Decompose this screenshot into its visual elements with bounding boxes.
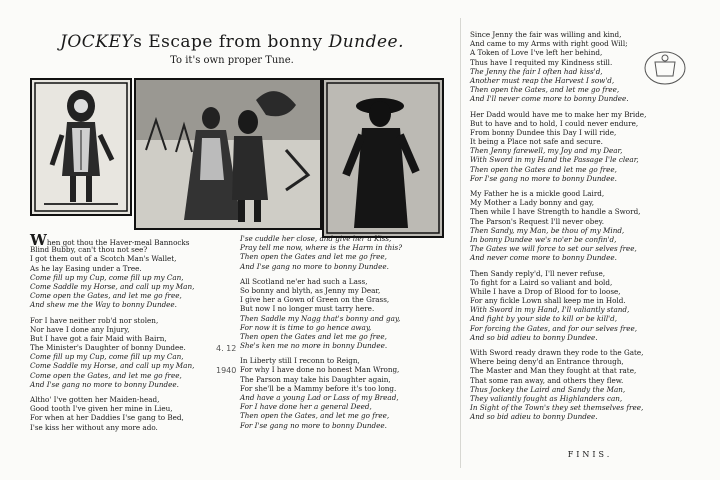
verse-line: For I'se gang no more to bonny Dundee. [470, 173, 617, 183]
verse-line [30, 231, 235, 249]
verse-line: Since Jenny the fair was willing and kind, [470, 30, 622, 39]
verse-line: Then open the Gates, and let me go free, [470, 85, 620, 95]
verse-line: The Gates we will force to set our selves free, [470, 244, 637, 254]
verse-line: Nor have I done any Injury, [30, 324, 130, 334]
drop-cap: W [30, 231, 47, 249]
verse-line: And shew me the Way to bonny Dundee. [30, 300, 177, 310]
verse-line: And I'll never come more to bonny Dundee. [470, 94, 629, 104]
verse-column-middle [240, 234, 445, 430]
pencil-note: 4. 12 [216, 344, 237, 353]
verse-line: The Jenny the fair I often had kiss'd, [470, 66, 603, 76]
verse-line: Then open the Gates and let me go free, [240, 331, 387, 341]
verse-line: And I'se gang no more to bonny Dundee. [30, 379, 179, 389]
verse-line: My Father he is a mickle good Laird, [470, 189, 605, 198]
verse-line: But to have and to hold, I could never endure, [470, 118, 639, 128]
verse-line: The Parson may take his Daughter again, [240, 374, 391, 384]
verse-line: Come fill up my Cup, come fill up my Can, [30, 272, 184, 282]
woodcut-gentleman [30, 78, 132, 216]
verse-line: Come open the Gates, and let me go free, [30, 291, 182, 301]
verse-line: All Scotland ne'er had such a Lass, [240, 276, 368, 286]
verse-line: Then Sandy reply'd, I'll never refuse, [470, 268, 605, 278]
verse-line: Come Saddle my Horse, and call up my Man, [30, 361, 195, 371]
verse-line: With Sword in my Hand, I'll valiantly stand, [470, 305, 630, 315]
verse-line: In Sight of the Town's they set themselves free, [470, 403, 644, 413]
verse-line: For I'se gang no more to bonny Dundee. [240, 420, 387, 430]
verse-line: In bonny Dundee we's no'er be confin'd, [470, 234, 617, 244]
verse-line: For she'll be a Mammy before it's too long. [240, 383, 397, 393]
left-panel [22, 26, 452, 472]
tune-subtitle: To it's own proper Tune. [170, 55, 294, 66]
finis-mark: FINIS. [567, 450, 613, 459]
verse-line: I give her a Gown of Green on the Grass, [240, 295, 390, 305]
verse-line: As he lay Easing under a Tree. [30, 263, 142, 273]
verse-line: Blind Bubby, can't thou not see? [30, 245, 148, 255]
verse-line: For I have neither rob'd nor stolen, [30, 315, 159, 325]
verse-line: From bonny Dundee this Day I will ride, [470, 127, 617, 137]
verse-line: With Sword in my Hand the Passage I'le clear, [470, 155, 639, 165]
verse-line: And so bid adieu to bonny Dundee. [470, 412, 598, 422]
verse-line: The Master and Man they fought at that rate, [470, 366, 637, 376]
verse-line: Thus Jockey the Laird and Sandy the Man, [470, 384, 626, 394]
verse-line: Come fill up my Cup, come fill up my Can, [30, 352, 184, 362]
library-stamp-icon [640, 48, 690, 88]
verse-line: Her Dadd would have me to make her my Bride, [470, 109, 647, 119]
verse-column-left [30, 231, 235, 432]
verse-line: Another must reap the Harvest I sow'd, [470, 75, 615, 85]
verse-line: Then Sandy, my Man, be thou of my Mind, [470, 225, 625, 235]
verse-line: Then Saddle my Nagg that's bonny and gay, [240, 313, 401, 323]
verse-column-right [470, 30, 710, 422]
verse-line: Then open the Gates, and let me go free, [240, 411, 390, 421]
verse-line: For I have done her a general Deed, [240, 402, 372, 412]
verse-line: But now I no longer must tarry here. [240, 304, 375, 314]
verse-line: Then open the Gates and let me go free, [240, 252, 387, 262]
verse-line: For why I have done no honest Man Wrong, [240, 365, 400, 375]
verse-line: Where being deny'd an Entrance through, [470, 357, 624, 367]
verse-line: And came to my Arms with right good Will; [470, 39, 628, 49]
title-jockey: JOCKEY [60, 32, 134, 52]
verse-line: The Parson's Request I'll never obey. [470, 216, 604, 226]
verse-line: For forcing the Gates, and for our selves free, [470, 323, 637, 333]
right-panel [470, 30, 710, 470]
verse-line: For when at her Daddies I'se gang to Bed, [30, 413, 184, 423]
verse-line: Then Jenny farewell, my Joy and my Dear, [470, 146, 623, 156]
verse-line: But I have got a fair Maid with Bairn, [30, 333, 167, 343]
verse-line: And I'se gang no more to bonny Dundee. [240, 261, 389, 271]
verse-line: That some ran away, and others they flew. [470, 375, 624, 385]
verse-line: And never come more to bonny Dundee. [470, 253, 617, 263]
verse-line: The Minister's Daughter of bonny Dundee. [30, 343, 186, 353]
pencil-note: 1940 [216, 366, 237, 375]
verse-line: A Token of Love I've left her behind, [470, 48, 603, 58]
verse-line: I'se cuddle her close, and give her a Kiss, [240, 234, 392, 243]
verse-line: They valiantly fought as Highlanders can, [470, 393, 623, 403]
verse-line: It being a Place not safe and secure. [470, 137, 603, 147]
verse-line: Thus have I requited my Kindness still. [470, 57, 613, 67]
page-fold [460, 18, 461, 468]
verse-line: I got them out of a Scotch Man's Wallet, [30, 254, 177, 264]
verse-line: So bonny and blyth, as Jenny my Dear, [240, 285, 381, 295]
verse-line: While I have a Drop of Blood for to loose, [470, 286, 621, 296]
verse-line: Good tooth I've given her mine in Lieu, [30, 404, 173, 414]
verse-line: Pray tell me now, where is the Harm in this? [240, 243, 403, 253]
verse-line: Then while I have Strength to handle a Sword, [470, 207, 641, 217]
verse-line: And so bid adieu to bonny Dundee. [470, 332, 598, 342]
verse-line: With Sword ready drawn they rode to the Gate, [470, 348, 644, 357]
verse-line: Come open the Gates, and let me go free, [30, 370, 182, 380]
verse-line: Come Saddle my Horse, and call up my Man, [30, 281, 195, 291]
verse-line: And fight by your side to kill or be kill'd, [470, 314, 618, 324]
woodcut-silhouette [322, 78, 444, 238]
verse-line: In Liberty still I reconn to Reign, [240, 356, 360, 366]
title-rest: s Escape from bonny [133, 32, 323, 52]
verse-line: Then open the Gates and let me go free, [470, 164, 617, 174]
title-dundee: Dundee. [328, 32, 404, 52]
verse-line: And have a young Lad or Lass of my Bread, [240, 393, 399, 402]
verse-line: For now it is time to go hence away, [240, 322, 372, 332]
verse-line-rest: hen got thou the Haver-meal Bannocks [46, 238, 190, 247]
woodcut-couple [134, 78, 322, 230]
verse-line: My Mother a Lady bonny and gay, [470, 198, 595, 208]
ballad-title [32, 32, 432, 52]
verse-line: For any fickle Lown shall keep me in Hold. [470, 296, 626, 306]
verse-line: To fight for a Laird so valiant and bold, [470, 277, 613, 287]
verse-line: Altho' I've gotten her Maiden-head, [30, 395, 160, 404]
verse-line: I'se kiss her without any more ado. [30, 422, 158, 432]
verse-line: She's ken me no more in bonny Dundee. [240, 341, 388, 351]
